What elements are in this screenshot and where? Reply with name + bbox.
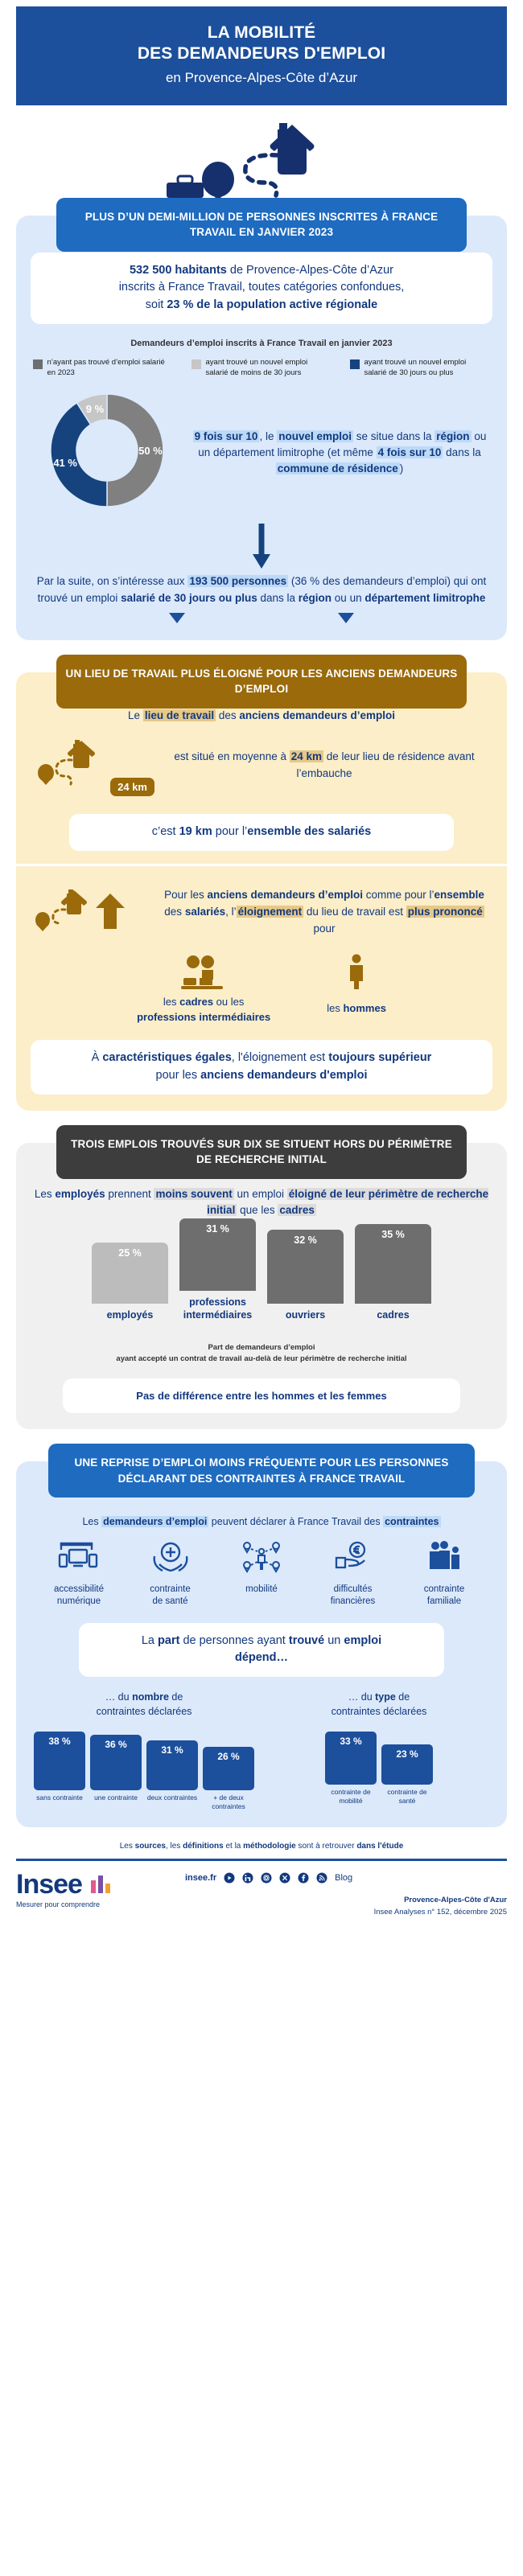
legend-swatch <box>350 359 360 369</box>
section1-banner: PLUS D’UN DEMI-MILLION DE PERSONNES INSCRITES À FRANCE TRAVAIL EN JANVIER 2023 <box>56 198 467 252</box>
distance-badge: 24 km <box>110 778 154 796</box>
home-work-gold-illustration <box>31 733 151 799</box>
constraint-financial <box>310 1540 397 1608</box>
youtube-icon[interactable] <box>224 1872 235 1884</box>
map-pin-icon <box>202 162 234 198</box>
constraint-label <box>218 1584 305 1596</box>
blog-link[interactable]: Blog <box>335 1873 353 1884</box>
sources-note: Les sources, les définitions et la méthodologie sont à retrouver dans l'étude <box>119 1842 404 1851</box>
mini-bar-label: contrainte de santé <box>387 1787 427 1805</box>
section1-headline-card: 532 500 habitants de Provence-Alpes-Côte d’Azur inscrits à France Travail, toutes catégories confondues, soit 23 % de la population active régionale <box>31 253 492 324</box>
constraint-label-l1: accessibilité <box>54 1584 104 1594</box>
section2-distance-row <box>31 733 492 799</box>
bar-category-label: professions intermédiaires <box>183 1296 253 1321</box>
section1-summary-text: Par la suite, on s’intéresse aux 193 500 personnes (36 % des demandeurs d’emploi) qui ont trouvé un emploi salarié de 30 jours ou plus dans la région ou un département limitrophe <box>36 575 487 604</box>
home-route-up-illustration <box>31 879 151 946</box>
health-constraint-icon <box>150 1540 191 1576</box>
bar: 31 % <box>179 1218 256 1290</box>
mini-bar-label: sans contrainte <box>36 1793 83 1802</box>
constraint-label-l2: familiale <box>426 1596 462 1607</box>
constraints-type-chart <box>266 1723 492 1811</box>
donut-slice-label: 41 % <box>53 457 77 470</box>
constraint-label <box>401 1584 488 1608</box>
cadres-column <box>137 954 270 1026</box>
mini-bar-label: deux contraintes <box>146 1793 198 1802</box>
section2-category-icons <box>31 954 492 1026</box>
legend-label: ayant trouvé un nouvel emploi salarié de 30 jours ou plus <box>364 357 467 377</box>
constraint-label-l1: contrainte <box>423 1584 465 1594</box>
insee-site-link[interactable]: insee.fr <box>185 1873 217 1884</box>
home-to-work-illustration <box>157 105 366 198</box>
constraint-family <box>401 1540 488 1608</box>
bar: 35 % <box>355 1224 431 1304</box>
mobility-icon <box>241 1540 282 1576</box>
legend-item <box>191 358 332 379</box>
donut-slice-label: 50 % <box>138 445 163 458</box>
donut-chart <box>31 386 183 519</box>
section3-intro: Les employés prennent moins souvent un emploi éloigné de leur périmètre de recherche initial que les cadres <box>34 1187 489 1216</box>
facebook-icon[interactable] <box>298 1872 309 1884</box>
house-icon <box>270 123 315 175</box>
mini-bar: 38 % <box>34 1732 85 1790</box>
financial-difficulty-icon <box>332 1540 374 1576</box>
publication-reference: Insee Analyses n° 152, décembre 2025 <box>373 1907 507 1917</box>
publication-meta <box>185 1895 507 1918</box>
bar-column <box>92 1243 168 1321</box>
mini-bar-label: + de deux contraintes <box>212 1793 245 1811</box>
cadres-label: les cadres ou les professions intermédiaires <box>137 996 271 1024</box>
bar: 32 % <box>267 1230 344 1304</box>
digital-accessibility-icon <box>58 1540 100 1576</box>
down-arrow-icon <box>251 524 272 570</box>
chevron-down-icon <box>338 613 354 624</box>
legend-item <box>350 358 491 379</box>
bar-note-line1: Part de demandeurs d’emploi <box>208 1343 315 1353</box>
mini-bar-label: une contrainte <box>94 1793 138 1802</box>
insee-logo-bars <box>91 1871 112 1898</box>
section2-intro: Le lieu de travail des anciens demandeurs d’emploi <box>128 709 395 721</box>
section-constraints <box>16 1444 507 1827</box>
section-registered-jobseekers <box>16 198 507 640</box>
donut-note: 9 fois sur 10 , le nouvel emploi se situe dans la région ou un département limitrophe (et même 4 fois sur 10 dans la commune de résidence ) <box>194 429 487 475</box>
bar-column <box>355 1224 431 1321</box>
section2-final-card: À caractéristiques égales, l'éloignement est toujours supérieur pour les anciens demandeurs d'emploi <box>31 1040 492 1095</box>
section3-banner: TROIS EMPLOIS TROUVÉS SUR DIX SE SITUENT HORS DU PÉRIMÈTRE DE RECHERCHE INITIAL <box>56 1125 467 1179</box>
mini-bar: 26 % <box>203 1747 254 1790</box>
insee-logo-text: Insee <box>16 1869 82 1900</box>
bar-column <box>179 1218 256 1321</box>
subtitle-type-of-constraints: … du type de contraintes déclarées <box>331 1691 427 1718</box>
mini-bar: 31 % <box>146 1740 198 1790</box>
mini-bar: 36 % <box>90 1735 142 1791</box>
rss-icon[interactable] <box>316 1872 327 1884</box>
page-title <box>29 23 494 65</box>
instagram-icon[interactable] <box>261 1872 272 1884</box>
constraint-label <box>310 1584 397 1608</box>
constraint-label-l2: de santé <box>152 1596 188 1607</box>
bar-category-label: cadres <box>377 1309 410 1321</box>
donut-and-note-row <box>31 386 492 519</box>
section2-emphasis-row <box>31 879 492 946</box>
section1-bottom-arrows <box>31 613 492 624</box>
mini-bar: 23 % <box>381 1744 433 1785</box>
infographic-page <box>0 6 523 1933</box>
donut-chart-legend <box>31 358 492 379</box>
section-search-perimeter <box>16 1125 507 1430</box>
constraint-label <box>127 1584 214 1608</box>
section4-intro: Les demandeurs d’emploi peuvent déclarer à France Travail des contraintes <box>82 1516 439 1528</box>
section-divider <box>16 864 507 866</box>
constraint-label-l1: contrainte <box>150 1584 191 1594</box>
dashed-route <box>245 154 278 195</box>
section-distance-to-work <box>16 655 507 1111</box>
footer-right <box>185 1871 507 1918</box>
legend-item <box>33 358 174 379</box>
page-subtitle: en Provence-Alpes-Côte d’Azur <box>165 69 358 85</box>
section2-emphasis-text: Pour les anciens demandeurs d’emploi comme pour l’ensemble des salariés, l’ éloignement du lieu de travail est plus prononcé pour <box>164 888 484 935</box>
hommes-label: les hommes <box>327 1002 386 1015</box>
constraint-icon-row <box>31 1540 492 1608</box>
page-header <box>16 6 507 105</box>
insee-wordmark <box>16 1871 185 1898</box>
mini-bar: 33 % <box>325 1732 377 1784</box>
office-worker-icon <box>180 954 227 991</box>
footer-links <box>185 1872 507 1884</box>
legend-label: n’ayant pas trouvé d’emploi salarié en 2023 <box>47 357 165 377</box>
hero-illustration <box>0 105 523 198</box>
mini-bar-label: contrainte de mobilité <box>331 1787 371 1805</box>
occupation-bar-chart <box>31 1223 492 1321</box>
section2-banner: UN LIEU DE TRAVAIL PLUS ÉLOIGNÉ POUR LES ANCIENS DEMANDEURS D’EMPLOI <box>56 655 467 709</box>
insee-logo <box>16 1871 185 1908</box>
bar-note-line2: ayant accepté un contrat de travail au-delà de leur périmètre de recherche initial <box>116 1354 407 1364</box>
donut-slice-label: 9 % <box>85 403 105 416</box>
legend-swatch <box>33 359 43 369</box>
bar-category-label: employés <box>106 1309 154 1321</box>
section4-card: La part de personnes ayant trouvé un emploi dépend… <box>79 1623 444 1678</box>
page-footer <box>16 1859 507 1933</box>
constraint-label-l1: difficultés <box>333 1584 373 1594</box>
section4-body <box>16 1461 507 1827</box>
publication-region: Provence-Alpes-Côte d'Azur <box>404 1896 507 1905</box>
section2-distance-text: est situé en moyenne à 24 km de leur lieu de résidence avant l’embauche <box>174 750 475 780</box>
x-icon[interactable] <box>279 1872 290 1884</box>
bar-chart-note <box>31 1342 492 1366</box>
man-icon <box>343 954 370 991</box>
insee-tagline: Mesurer pour comprendre <box>16 1900 101 1909</box>
legend-swatch <box>191 359 201 369</box>
constraint-label-l2: financières <box>330 1596 376 1607</box>
constraint-mobility <box>218 1540 305 1608</box>
donut-chart-title: Demandeurs d’emploi inscrits à France Travail en janvier 2023 <box>130 338 393 348</box>
donut-svg <box>31 386 183 515</box>
chevron-down-icon <box>169 613 185 624</box>
hommes-column <box>327 954 386 1026</box>
section1-body <box>16 216 507 640</box>
title-line-1: LA MOBILITÉ <box>207 23 316 42</box>
section2-comparison-card: c’est 19 km pour l’ensemble des salariés <box>69 814 454 851</box>
briefcase-icon <box>167 176 204 198</box>
constraint-digital-accessibility <box>35 1540 122 1608</box>
home-route-arrow-up-icon <box>35 879 147 942</box>
constraint-label-l2: numérique <box>56 1596 101 1607</box>
family-constraint-icon <box>423 1540 465 1576</box>
section3-card: Pas de différence entre les hommes et les femmes <box>63 1378 460 1414</box>
linkedin-icon[interactable] <box>242 1872 253 1884</box>
bar-column <box>267 1230 344 1321</box>
subtitle-number-of-constraints: … du nombre de contraintes déclarées <box>96 1691 192 1718</box>
constraint-health <box>127 1540 214 1608</box>
bar: 25 % <box>92 1243 168 1304</box>
bar-category-label: ouvriers <box>285 1309 326 1321</box>
section4-banner: UNE REPRISE D’EMPLOI MOINS FRÉQUENTE POUR LES PERSONNES DÉCLARANT DES CONTRAINTES À FRANCE TRAVAIL <box>48 1444 475 1498</box>
constraint-label <box>35 1584 122 1608</box>
section3-body <box>16 1143 507 1430</box>
section4-subtitles <box>31 1690 492 1719</box>
constraints-count-chart <box>31 1723 257 1811</box>
section4-charts <box>31 1723 492 1811</box>
section2-body <box>16 672 507 1111</box>
constraint-label-l1: mobilité <box>245 1584 278 1594</box>
title-line-2: DES DEMANDEURS D'EMPLOI <box>137 44 386 64</box>
legend-label: ayant trouvé un nouvel emploi salarié de moins de 30 jours <box>205 357 308 377</box>
